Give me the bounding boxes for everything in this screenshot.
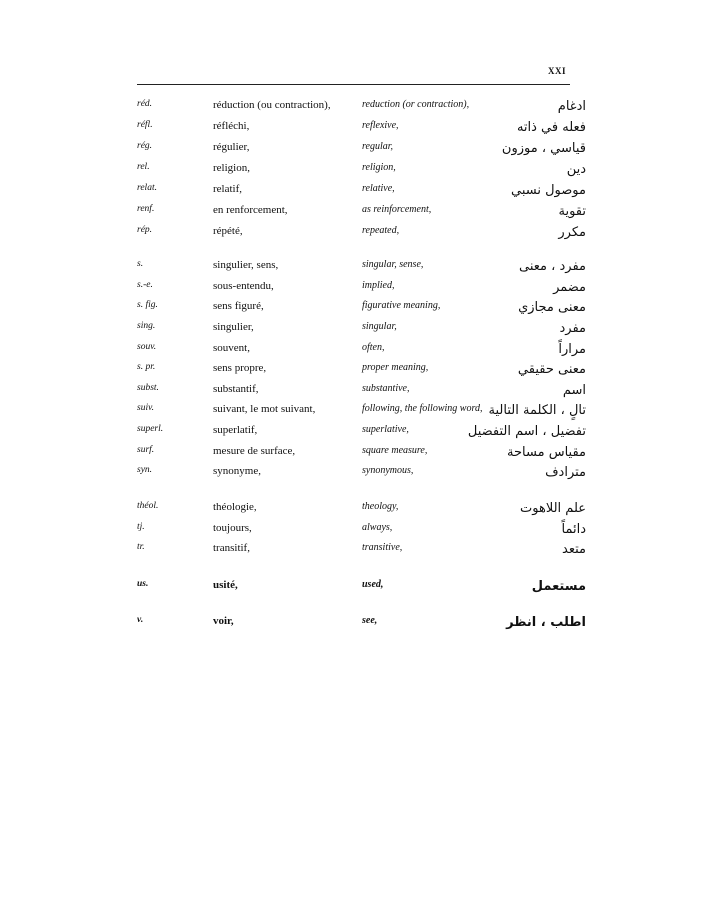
entry-french: réfléchi, <box>213 120 250 132</box>
entry-arabic: قياسي ، موزون <box>501 141 586 156</box>
entry-english: always, <box>362 522 393 533</box>
entry-abbreviation: rég. <box>137 141 153 151</box>
entry-arabic: علم اللاهوت <box>520 501 586 516</box>
entry-english: as reinforcement, <box>362 204 432 215</box>
entry-french: réduction (ou contraction), <box>213 99 331 111</box>
entry-abbreviation: théol. <box>137 501 159 511</box>
entry-arabic: مقياس مساحة <box>507 445 586 460</box>
entry-row <box>0 259 714 279</box>
entry-english: reduction (or contraction), <box>362 99 470 110</box>
entry-french: substantif, <box>213 383 259 395</box>
entry-french: sens propre, <box>213 362 267 374</box>
entry-english: following, the following word, <box>362 403 483 414</box>
entry-row <box>0 403 714 423</box>
entry-abbreviation: réfl. <box>137 120 153 130</box>
entry-row <box>0 321 714 341</box>
entry-row <box>0 162 714 182</box>
entry-abbreviation: s.-e. <box>137 280 153 290</box>
entry-english: implied, <box>362 280 395 291</box>
entry-row <box>0 204 714 224</box>
entry-arabic: ادغام <box>557 99 586 114</box>
entry-arabic: دائماً <box>561 522 586 537</box>
entry-row <box>0 141 714 161</box>
entry-french: voir, <box>213 615 234 627</box>
entry-abbreviation: tj. <box>137 522 145 532</box>
entry-abbreviation: subst. <box>137 383 159 393</box>
entry-english: singular, <box>362 321 397 332</box>
entry-english: proper meaning, <box>362 362 429 373</box>
entry-abbreviation: sing. <box>137 321 156 331</box>
entry-arabic: معنى مجازي <box>518 300 586 315</box>
entry-french: synonyme, <box>213 465 261 477</box>
entry-abbreviation: s. pr. <box>137 362 156 372</box>
entry-english: square measure, <box>362 445 428 456</box>
entry-abbreviation: superl. <box>137 424 164 434</box>
entry-french: souvent, <box>213 342 250 354</box>
entry-arabic: مترادف <box>545 465 586 480</box>
entry-french: usité, <box>213 579 238 591</box>
entry-arabic: مكرر <box>558 225 586 240</box>
entry-french: superlatif, <box>213 424 258 436</box>
entry-arabic: تالٍ ، الكلمة التالية <box>488 403 586 418</box>
entry-abbreviation: us. <box>137 579 149 589</box>
entry-abbreviation: renf. <box>137 204 155 214</box>
entry-french: suivant, le mot suivant, <box>213 403 316 415</box>
entry-arabic: اسم <box>562 383 586 398</box>
entry-arabic: موصول نسبي <box>511 183 586 198</box>
entry-row <box>0 120 714 140</box>
entry-french: toujours, <box>213 522 252 534</box>
entry-abbreviation: s. <box>137 259 144 269</box>
entry-english: regular, <box>362 141 394 152</box>
entry-row <box>0 280 714 300</box>
entry-english: repeated, <box>362 225 400 236</box>
entry-arabic: دين <box>566 162 586 177</box>
entry-row <box>0 615 714 635</box>
entry-abbreviation: relat. <box>137 183 157 193</box>
entry-arabic: فعله في ذاته <box>516 120 586 135</box>
entry-arabic: مضمر <box>553 280 586 295</box>
entry-row <box>0 300 714 320</box>
entry-french: régulier, <box>213 141 250 153</box>
entry-arabic: تقوية <box>558 204 586 219</box>
entry-arabic: اطلب ، انظر <box>506 615 586 630</box>
entry-english: superlative, <box>362 424 409 435</box>
entry-row <box>0 342 714 362</box>
entry-arabic: مستعمل <box>531 579 586 594</box>
entry-row <box>0 225 714 245</box>
entry-row <box>0 501 714 521</box>
page-number: XXI <box>548 66 567 76</box>
entry-french: singulier, <box>213 321 254 333</box>
entry-arabic: مفرد ، معنى <box>519 259 586 274</box>
entry-english: substantive, <box>362 383 410 394</box>
entry-english: figurative meaning, <box>362 300 441 311</box>
entry-french: mesure de surface, <box>213 445 296 457</box>
entry-abbreviation: syn. <box>137 465 153 475</box>
entry-abbreviation: souv. <box>137 342 157 352</box>
entry-french: singulier, sens, <box>213 259 279 271</box>
entry-french: sous-entendu, <box>213 280 274 292</box>
entry-english: relative, <box>362 183 395 194</box>
entry-row <box>0 183 714 203</box>
entry-row <box>0 542 714 562</box>
entry-row <box>0 424 714 444</box>
entry-arabic: تفضيل ، اسم التفضيل <box>467 424 586 439</box>
entry-abbreviation: tr. <box>137 542 145 552</box>
entry-english: often, <box>362 342 385 353</box>
entry-french: sens figuré, <box>213 300 264 312</box>
entry-arabic: معنى حقيقي <box>517 362 586 377</box>
entry-english: religion, <box>362 162 396 173</box>
entry-english: transitive, <box>362 542 403 553</box>
entry-english: used, <box>362 579 384 590</box>
entry-english: see, <box>362 615 378 626</box>
entry-english: synonymous, <box>362 465 414 476</box>
entry-row <box>0 465 714 485</box>
entry-arabic: مراراً <box>558 342 586 357</box>
entry-english: reflexive, <box>362 120 399 131</box>
entry-french: en renforcement, <box>213 204 288 216</box>
entry-abbreviation: rel. <box>137 162 150 172</box>
entry-row <box>0 445 714 465</box>
entry-row <box>0 383 714 403</box>
entry-english: theology, <box>362 501 399 512</box>
entry-arabic: مفرد <box>559 321 586 336</box>
entry-row <box>0 362 714 382</box>
entry-french: transitif, <box>213 542 250 554</box>
entry-french: théologie, <box>213 501 257 513</box>
entry-row <box>0 99 714 119</box>
entry-row <box>0 522 714 542</box>
entry-abbreviation: rép. <box>137 225 153 235</box>
entry-abbreviation: v. <box>137 615 144 625</box>
entry-row <box>0 579 714 599</box>
entry-abbreviation: surf. <box>137 445 155 455</box>
entry-abbreviation: suiv. <box>137 403 154 413</box>
entry-arabic: متعد <box>562 542 586 557</box>
entry-french: relatif, <box>213 183 243 195</box>
entry-abbreviation: réd. <box>137 99 153 109</box>
entry-french: religion, <box>213 162 250 174</box>
entry-abbreviation: s. fig. <box>137 300 158 310</box>
entry-french: répété, <box>213 225 243 237</box>
entry-english: singular, sense, <box>362 259 424 270</box>
